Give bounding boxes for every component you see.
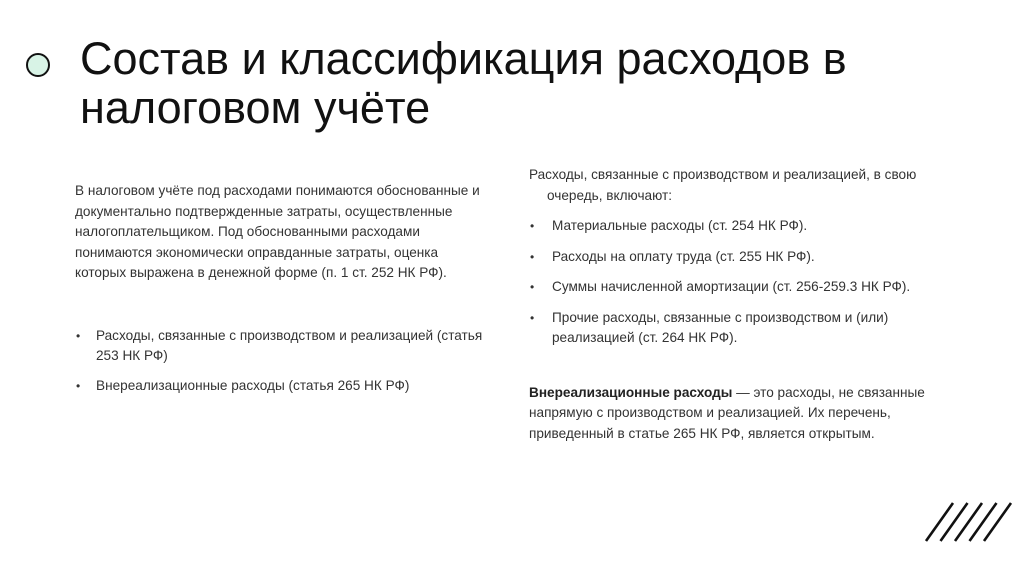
production-expenses-list: [529, 216, 969, 349]
definition-term: Внереализационные расходы: [529, 384, 733, 400]
list-item: [529, 308, 969, 349]
diagonal-stripes-decoration: [918, 498, 1018, 546]
list-item: [529, 247, 969, 268]
definition-paragraph: В налоговом учёте под расходами понимаются обоснованные и документально подтвержденные затраты, осуществленные налогоплательщиком. Под обоснованными расходами понимаются экономически оправданные затраты, оценка которых выражена в денежной форме (п. 1 ст. 252 НК РФ).: [75, 183, 480, 280]
expense-types-list: [75, 326, 485, 397]
right-column: [529, 165, 969, 444]
list-item: [75, 376, 485, 397]
bullet-icon: •: [530, 310, 535, 325]
bullet-icon: •: [530, 219, 535, 233]
list-item-text: Расходы на оплату труда (ст. 255 НК РФ).: [552, 248, 815, 264]
definition-text: — это расходы, не связанные напрямую с производством и реализацией. Их перечень, приведенный в статье 265 НК РФ, является открытым.: [529, 384, 925, 441]
bullet-icon: •: [530, 280, 535, 294]
bullet-icon: •: [530, 249, 535, 264]
left-column: [75, 181, 485, 405]
list-item-text: Материальные расходы (ст. 254 НК РФ).: [552, 218, 808, 233]
list-item-text: Расходы, связанные с производством и реализацией (статья 253 НК РФ): [96, 327, 483, 363]
list-item: [529, 277, 969, 298]
list-item-text: Внереализационные расходы (статья 265 НК РФ): [96, 377, 410, 393]
list-item-text: Прочие расходы, связанные с производством и (или) реализацией (ст. 264 НК РФ).: [552, 309, 889, 345]
list-item-text: Суммы начисленной амортизации (ст. 256-259.3 НК РФ).: [552, 279, 911, 294]
non-operating-expenses-definition: [529, 383, 969, 445]
slide-title: Состав и классификация расходов в налоговом учёте: [80, 33, 847, 133]
bullet-icon: •: [76, 378, 81, 393]
bullet-icon: •: [76, 328, 81, 343]
production-expenses-intro: Расходы, связанные с производством и реализацией, в свою очередь, включают:: [529, 167, 917, 203]
list-item: [75, 326, 485, 367]
title-circle-icon: [26, 53, 50, 77]
list-item: [529, 216, 969, 237]
